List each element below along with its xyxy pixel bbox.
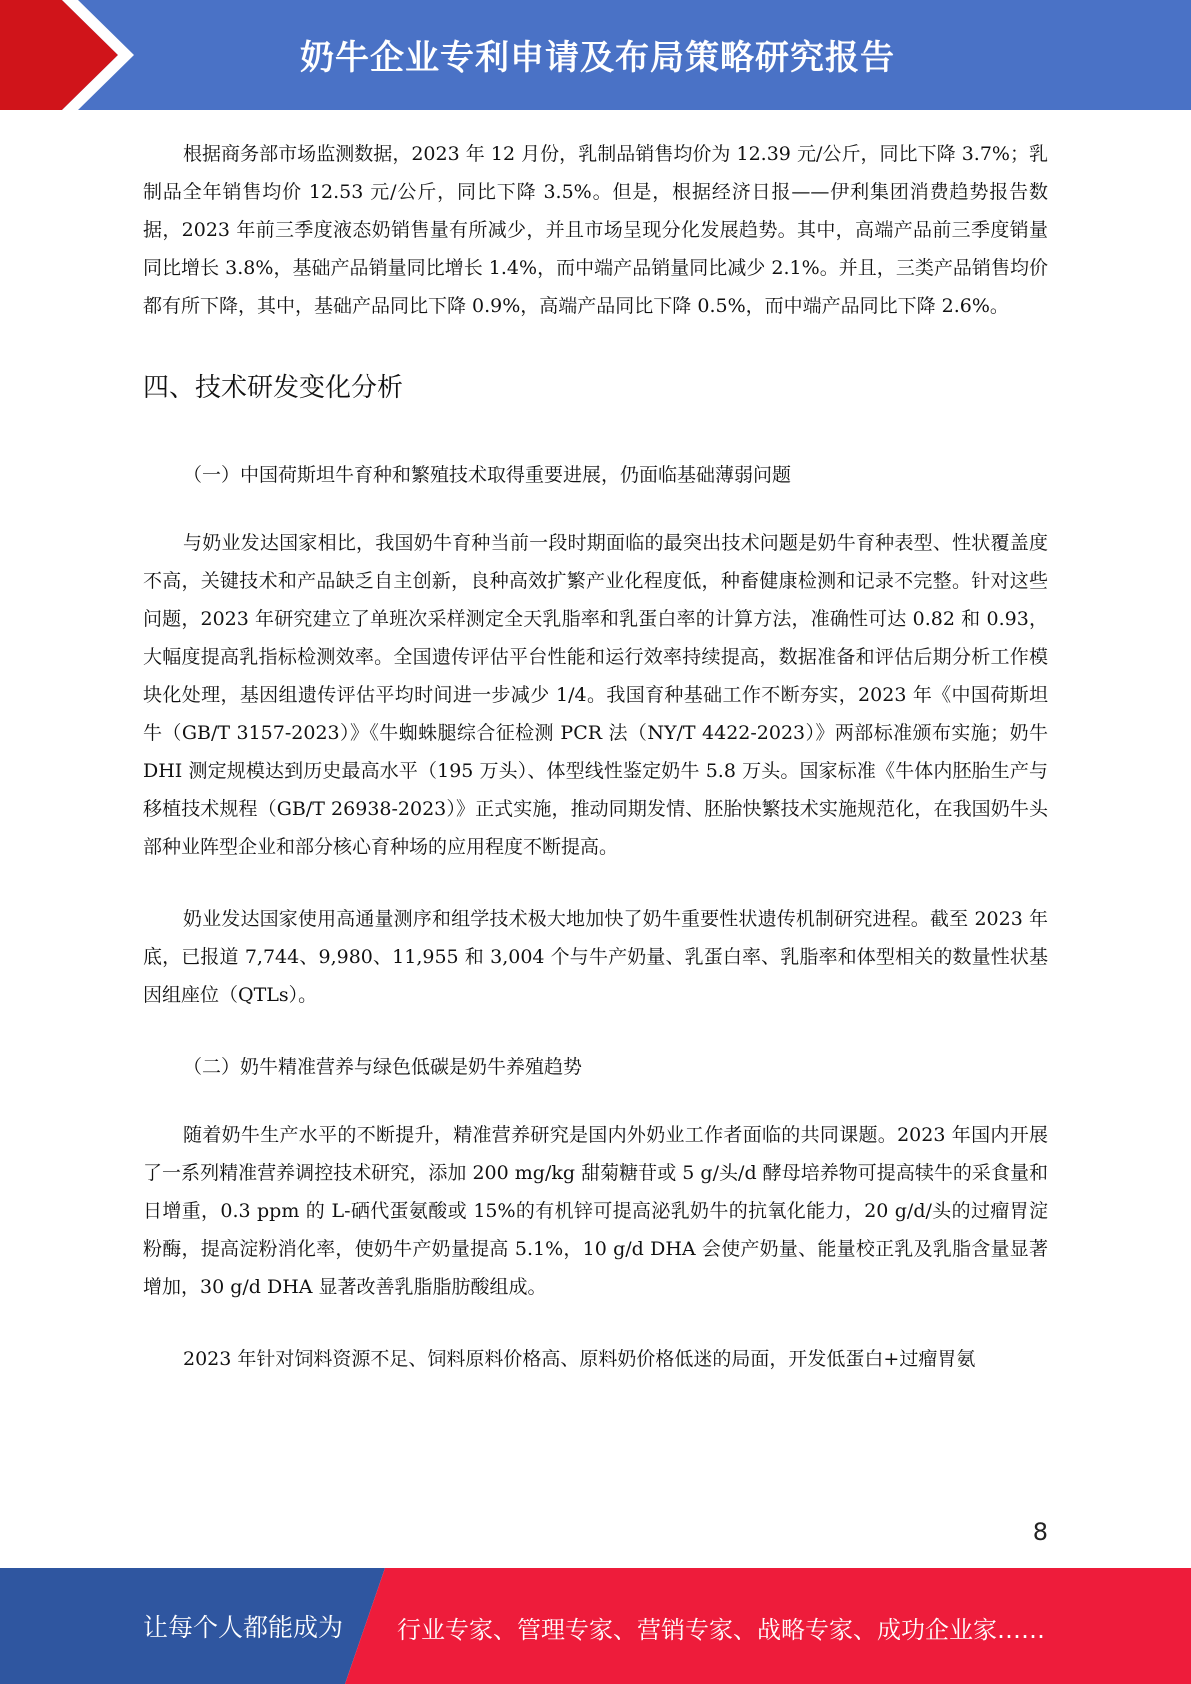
report-title: 奶牛企业专利申请及布局策略研究报告: [300, 38, 895, 78]
footer-slogan-left: 让每个人都能成为: [143, 1613, 344, 1642]
paragraph-genomics-qtl: 奶业发达国家使用高通量测序和组学技术极大地加快了奶牛重要性状遗传机制研究进程。截至 2023 年底，已报道 7,744、9,980、11,955 和 3,004 个与牛产奶量、乳蛋白率、乳脂率和体型相关的数量性状基因组座位（QTLs）。: [143, 908, 1048, 1006]
subsection-heading-nutrition: （二）奶牛精准营养与绿色低碳是奶牛养殖趋势: [183, 1056, 583, 1078]
paragraph-low-protein-feed: 2023 年针对饲料资源不足、饲料原料价格高、原料奶价格低迷的局面，开发低蛋白+过瘤胃氨: [183, 1348, 976, 1370]
footer-slogan-right: 行业专家、管理专家、营销专家、战略专家、成功企业家……: [397, 1616, 1045, 1644]
page-number: 8: [1032, 1518, 1048, 1546]
subsection-heading-breeding: （一）中国荷斯坦牛育种和繁殖技术取得重要进展，仍面临基础薄弱问题: [183, 464, 792, 486]
page-header: [0, 0, 1191, 110]
section-heading: 四、技术研发变化分析: [143, 373, 404, 403]
page-footer: [0, 1568, 1191, 1684]
paragraph-breeding-progress: 与奶业发达国家相比，我国奶牛育种当前一段时期面临的最突出技术问题是奶牛育种表型、性状覆盖度不高，关键技术和产品缺乏自主创新，良种高效扩繁产业化程度低，种畜健康检测和记录不完整。针对这些问题，2023 年研究建立了单班次采样测定全天乳脂率和乳蛋白率的计算方法，准确性可达 0.82 和 0.93，大幅度提高乳指标检测效率。全国遗传评估平台性能和运行效率持续提高，数据准备和评估后期分析工作模块化处理，基因组遗传评估平均时间进一步减少 1/4。我国育种基础工作不断夯实，2023 年《中国荷斯坦牛（GB/T 3157-2023）》《牛蜘蛛腿综合征检测 PCR 法（NY/T 4422-2023）》两部标准颁布实施；奶牛 DHI 测定规模达到历史最高水平（195 万头）、体型线性鉴定奶牛 5.8 万头。国家标准《牛体内胚胎生产与移植技术规程（GB/T 26938-2023）》正式实施，推动同期发情、胚胎快繁技术实施规范化，在我国奶牛头部种业阵型企业和部分核心育种场的应用程度不断提高。: [143, 532, 1048, 858]
document-body: [143, 135, 1048, 1412]
paragraph-precision-nutrition: 随着奶牛生产水平的不断提升，精准营养研究是国内外奶业工作者面临的共同课题。2023 年国内开展了一系列精准营养调控技术研究，添加 200 mg/kg 甜菊糖苷或 5 g/头/d 酵母培养物可提高犊牛的采食量和日增重，0.3 ppm 的 L-硒代蛋氨酸或 15%的有机锌可提高泌乳奶牛的抗氧化能力，20 g/d/头的过瘤胃淀粉酶，提高淀粉消化率，使奶牛产奶量提高 5.1%，10 g/d DHA 会使产奶量、能量校正乳及乳脂含量显著增加，30 g/d DHA 显著改善乳脂脂肪酸组成。: [143, 1124, 1048, 1298]
header-red-arrow-decoration: [0, 0, 150, 110]
paragraph-market-prices: 根据商务部市场监测数据，2023 年 12 月份，乳制品销售均价为 12.39 元/公斤，同比下降 3.7%；乳制品全年销售均价 12.53 元/公斤，同比下降 3.5%。但是，根据经济日报——伊利集团消费趋势报告数据，2023 年前三季度液态奶销售量有所减少，并且市场呈现分化发展趋势。其中，高端产品前三季度销量同比增长 3.8%，基础产品销量同比增长 1.4%，而中端产品销量同比减少 2.1%。并且，三类产品销售均价都有所下降，其中，基础产品同比下降 0.9%，高端产品同比下降 0.5%，而中端产品同比下降 2.6%。: [143, 143, 1048, 317]
